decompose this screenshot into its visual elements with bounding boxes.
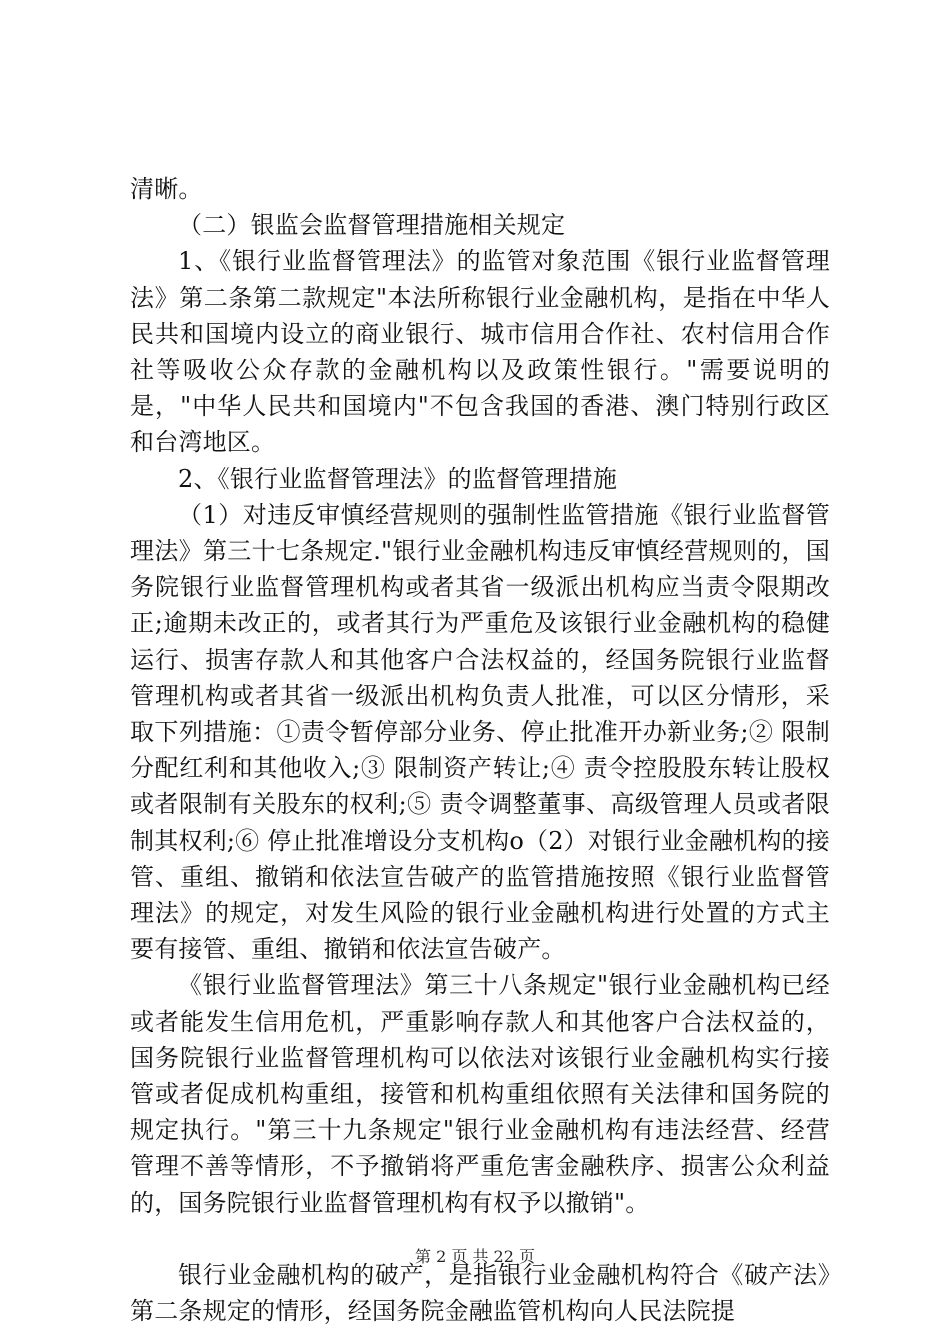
page-footer: 第 2 页 共 22 页 bbox=[415, 1247, 535, 1266]
paragraph-measures: （1）对违反审慎经营规则的强制性监管措施《银行业监督管理法》第三十七条规定."银行业金融机构违反审慎经营规则的，国务院银行业监督管理机构或者其省一级派出机构应当责令限期改正;逾期未改正的，或者其行为严重危及该银行业金融机构的稳健运行、损害存款人和其他客户合法权益的，经国务院银行业监督管理机构或者其省一级派出机构负责人批准，可以区分情形，采取下列措施：①责令暂停部分业务、停止批准开办新业务;② 限制分配红利和其他收入;③ 限制资产转让;④ 责令控股股东转让股权或者限制有关股东的权利;⑤ 责令调整董事、高级管理人员或者限制其权利;⑥ 停止批准增设分支机构o（2）对银行业金融机构的接管、重组、撤销和依法宣告破产的监管措施按照《银行业监督管理法》的规定，对发生风险的银行业金融机构进行处置的方式主要有接管、重组、撤销和依法宣告破产。 bbox=[130, 500, 830, 964]
paragraph-bankruptcy: 银行业金融机构的破产，是指银行业金融机构符合《破产法》第二条规定的情形，经国务院金融监管机构向人民法院提 bbox=[130, 1260, 830, 1326]
section-heading: （二）银监会监督管理措施相关规定 bbox=[178, 211, 566, 240]
paragraph-article-38: 《银行业监督管理法》第三十八条规定"银行业金融机构已经或者能发生信用危机，严重影响存款人和其他客户合法权益的，国务院银行业监督管理机构可以依法对该银行业金融机构实行接管或者促成机构重组，接管和机构重组依照有关法律和国务院的规定执行。"第三十九条规定"银行业金融机构有违法经营、经营管理不善等情形，不予撤销将严重危害金融秩序、损害公众利益的，国务院银行业监督管理机构有权予以撤销"。 bbox=[130, 971, 830, 1217]
subsection-heading: 2、《银行业监督管理法》的监督管理措施 bbox=[178, 464, 618, 493]
paragraph-continuation: 清晰。 bbox=[130, 175, 203, 203]
document-body bbox=[130, 171, 830, 1329]
paragraph-scope: 1、《银行业监督管理法》的监管对象范围《银行业监督管理法》第二条第二款规定"本法所称银行业金融机构，是指在中华人民共和国境内设立的商业银行、城市信用合作社、农村信用合作社等吸收公众存款的金融机构以及政策性银行。"需要说明的是，"中华人民共和国境内"不包含我国的香港、澳门特别行政区和台湾地区。 bbox=[130, 247, 830, 457]
